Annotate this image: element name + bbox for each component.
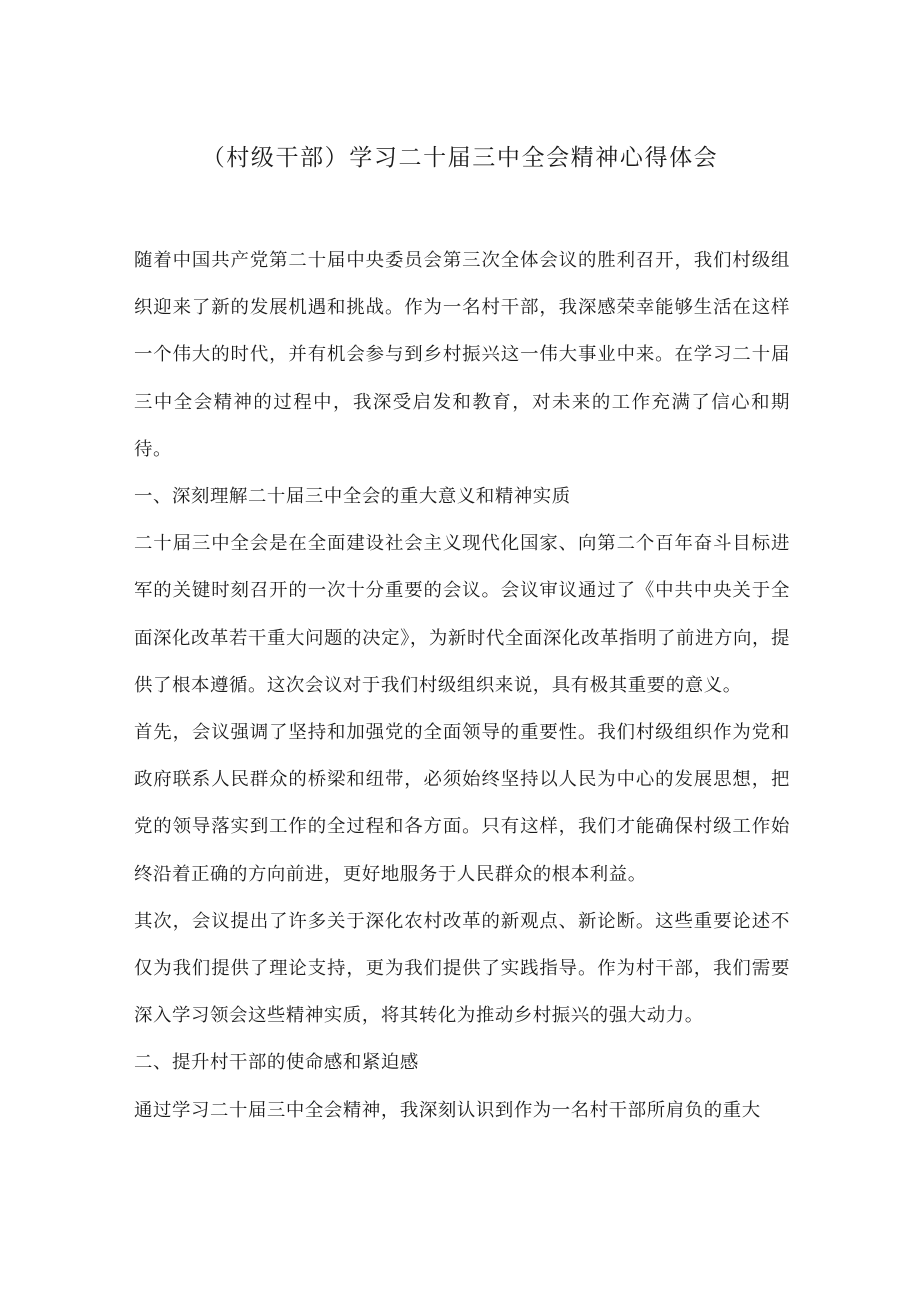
document-title: （村级干部）学习二十届三中全会精神心得体会 bbox=[201, 145, 719, 171]
paragraph-meeting-significance: 二十届三中全会是在全面建设社会主义现代化国家、向第二个百年奋斗目标进军的关键时刻召开的一次十分重要的会议。会议审议通过了《中共中央关于全面深化改革若干重大问题的决定》，为新时代全面深化改革指明了前进方向，提供了根本遵循。这次会议对于我们村级组织来说，具有极其重要的意义。 bbox=[134, 533, 790, 696]
paragraph-second-point: 其次，会议提出了许多关于深化农村改革的新观点、新论断。这些重要论述不仅为我们提供了理论支持，更为我们提供了实践指导。作为村干部，我们需要深入学习领会这些精神实质，将其转化为推动乡村振兴的强大动力。 bbox=[134, 910, 790, 1027]
section-heading-1: 一、深刻理解二十届三中全会的重大意义和精神实质 bbox=[134, 486, 571, 508]
document-body bbox=[134, 237, 790, 1134]
paragraph-intro: 随着中国共产党第二十届中央委员会第三次全体会议的胜利召开，我们村级组织迎来了新的发展机遇和挑战。作为一名村干部，我深感荣幸能够生活在这样一个伟大的时代，并有机会参与到乡村振兴这一伟大事业中来。在学习二十届三中全会精神的过程中，我深受启发和教育，对未来的工作充满了信心和期待。 bbox=[134, 250, 790, 460]
paragraph-first-point: 首先，会议强调了坚持和加强党的全面领导的重要性。我们村级组织作为党和政府联系人民群众的桥梁和纽带，必须始终坚持以人民为中心的发展思想，把党的领导落实到工作的全过程和各方面。只有这样，我们才能确保村级工作始终沿着正确的方向前进，更好地服务于人民群众的根本利益。 bbox=[134, 722, 790, 885]
paragraph-mission: 通过学习二十届三中全会精神，我深刻认识到作为一名村干部所肩负的重大 bbox=[134, 1099, 761, 1121]
section-heading-2: 二、提升村干部的使命感和紧迫感 bbox=[134, 1052, 419, 1074]
